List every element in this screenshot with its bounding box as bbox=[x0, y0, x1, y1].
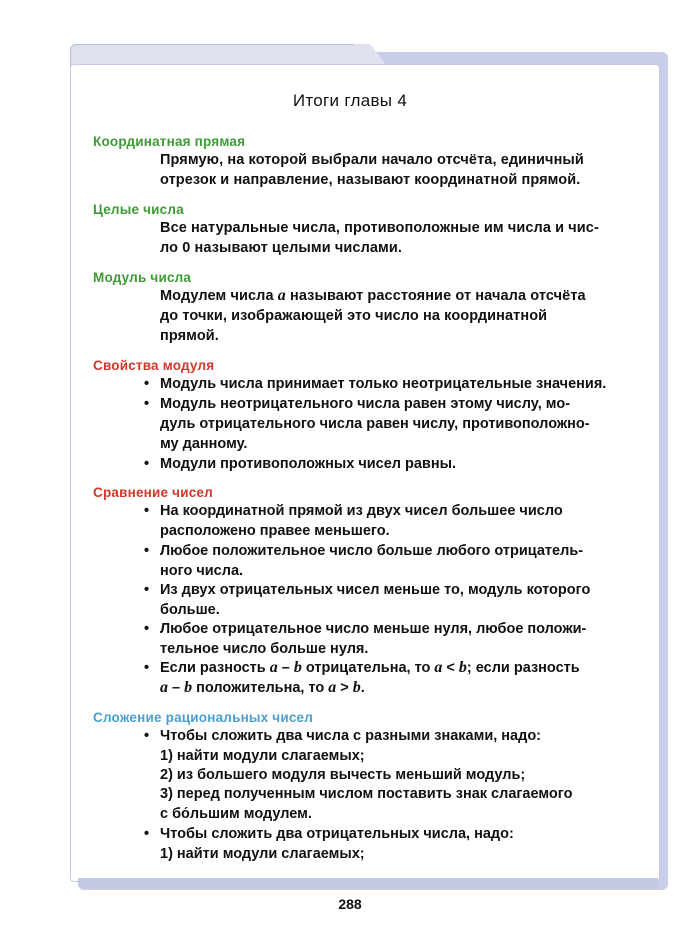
list-item: • Модуль неотрицательного числа равен этому числу, мо- дуль отрицательного числа равен числу, противоположно- му данному. bbox=[144, 396, 590, 452]
text-line: Прямую, на которой выбрали начало отсчёта, единичный bbox=[160, 152, 584, 168]
step-item: 1) найти модули слагаемых; bbox=[160, 846, 365, 862]
bullet-icon: • bbox=[144, 582, 150, 598]
text-line: Модулем числа a называют расстояние от начала отсчёта bbox=[160, 287, 586, 304]
text-line: отрезок и направление, называют координатной прямой. bbox=[160, 172, 581, 188]
heading-coordinate-line: Координатная прямая bbox=[93, 134, 246, 149]
list-item: • На координатной прямой из двух чисел большее число расположено правее меньшего. bbox=[144, 503, 563, 539]
list-item: • Любое положительное число больше любого отрицатель- ного числа. bbox=[144, 543, 584, 579]
heading-integers: Целые числа bbox=[93, 202, 184, 217]
step-item: 2) из большего модуля вычесть меньший модуль; bbox=[160, 767, 526, 783]
bullet-icon: • bbox=[144, 376, 150, 392]
card-bottom-bar bbox=[78, 878, 658, 888]
text-line: до точки, изображающей это число на координатной bbox=[160, 308, 548, 324]
paragraph-integers bbox=[160, 218, 636, 258]
paragraph-coordinate-line bbox=[160, 150, 636, 190]
step-item: 1) найти модули слагаемых; bbox=[160, 748, 365, 764]
bullet-icon: • bbox=[144, 728, 150, 744]
bullet-icon: • bbox=[144, 826, 150, 842]
heading-modulus-properties: Свойства модуля bbox=[93, 358, 215, 373]
list-item: • Чтобы сложить два отрицательных числа, надо: bbox=[144, 826, 514, 842]
page-number: 288 bbox=[338, 896, 362, 912]
list-item: • Любое отрицательное число меньше нуля, любое положи- тельное число больше нуля. bbox=[144, 621, 587, 657]
heading-modulus: Модуль числа bbox=[93, 270, 192, 285]
heading-comparison: Сравнение чисел bbox=[93, 485, 213, 500]
heading-addition: Сложение рациональных чисел bbox=[93, 710, 314, 725]
bullet-icon: • bbox=[144, 503, 150, 519]
page-title: Итоги главы 4 bbox=[292, 91, 408, 110]
list-item: • Из двух отрицательных чисел меньше то, модуль которого больше. bbox=[144, 582, 591, 618]
bullet-icon: • bbox=[144, 396, 150, 412]
list-item: • Модуль числа принимает только неотрицательные значения. bbox=[144, 376, 607, 392]
list-item: • Модули противоположных чисел равны. bbox=[144, 456, 457, 472]
step-item: 3) перед полученным числом поставить знак слагаемого с бо́льшим модулем. bbox=[160, 786, 573, 822]
text-line: ло 0 называют целыми числами. bbox=[160, 240, 403, 256]
bullet-icon: • bbox=[144, 621, 150, 637]
paragraph-modulus bbox=[160, 286, 636, 346]
text-line: Все натуральные числа, противоположные им числа и чис- bbox=[160, 220, 599, 236]
bullet-icon: • bbox=[144, 543, 150, 559]
bullet-icon: • bbox=[144, 456, 150, 472]
text-line: прямой. bbox=[160, 328, 219, 344]
list-item: • Чтобы сложить два числа с разными знаками, надо: bbox=[144, 728, 542, 744]
list-item: • Если разность a – b отрицательна, то a < b; если разность a – b положительна, то a > b. bbox=[144, 659, 580, 696]
bullet-icon: • bbox=[144, 660, 150, 676]
